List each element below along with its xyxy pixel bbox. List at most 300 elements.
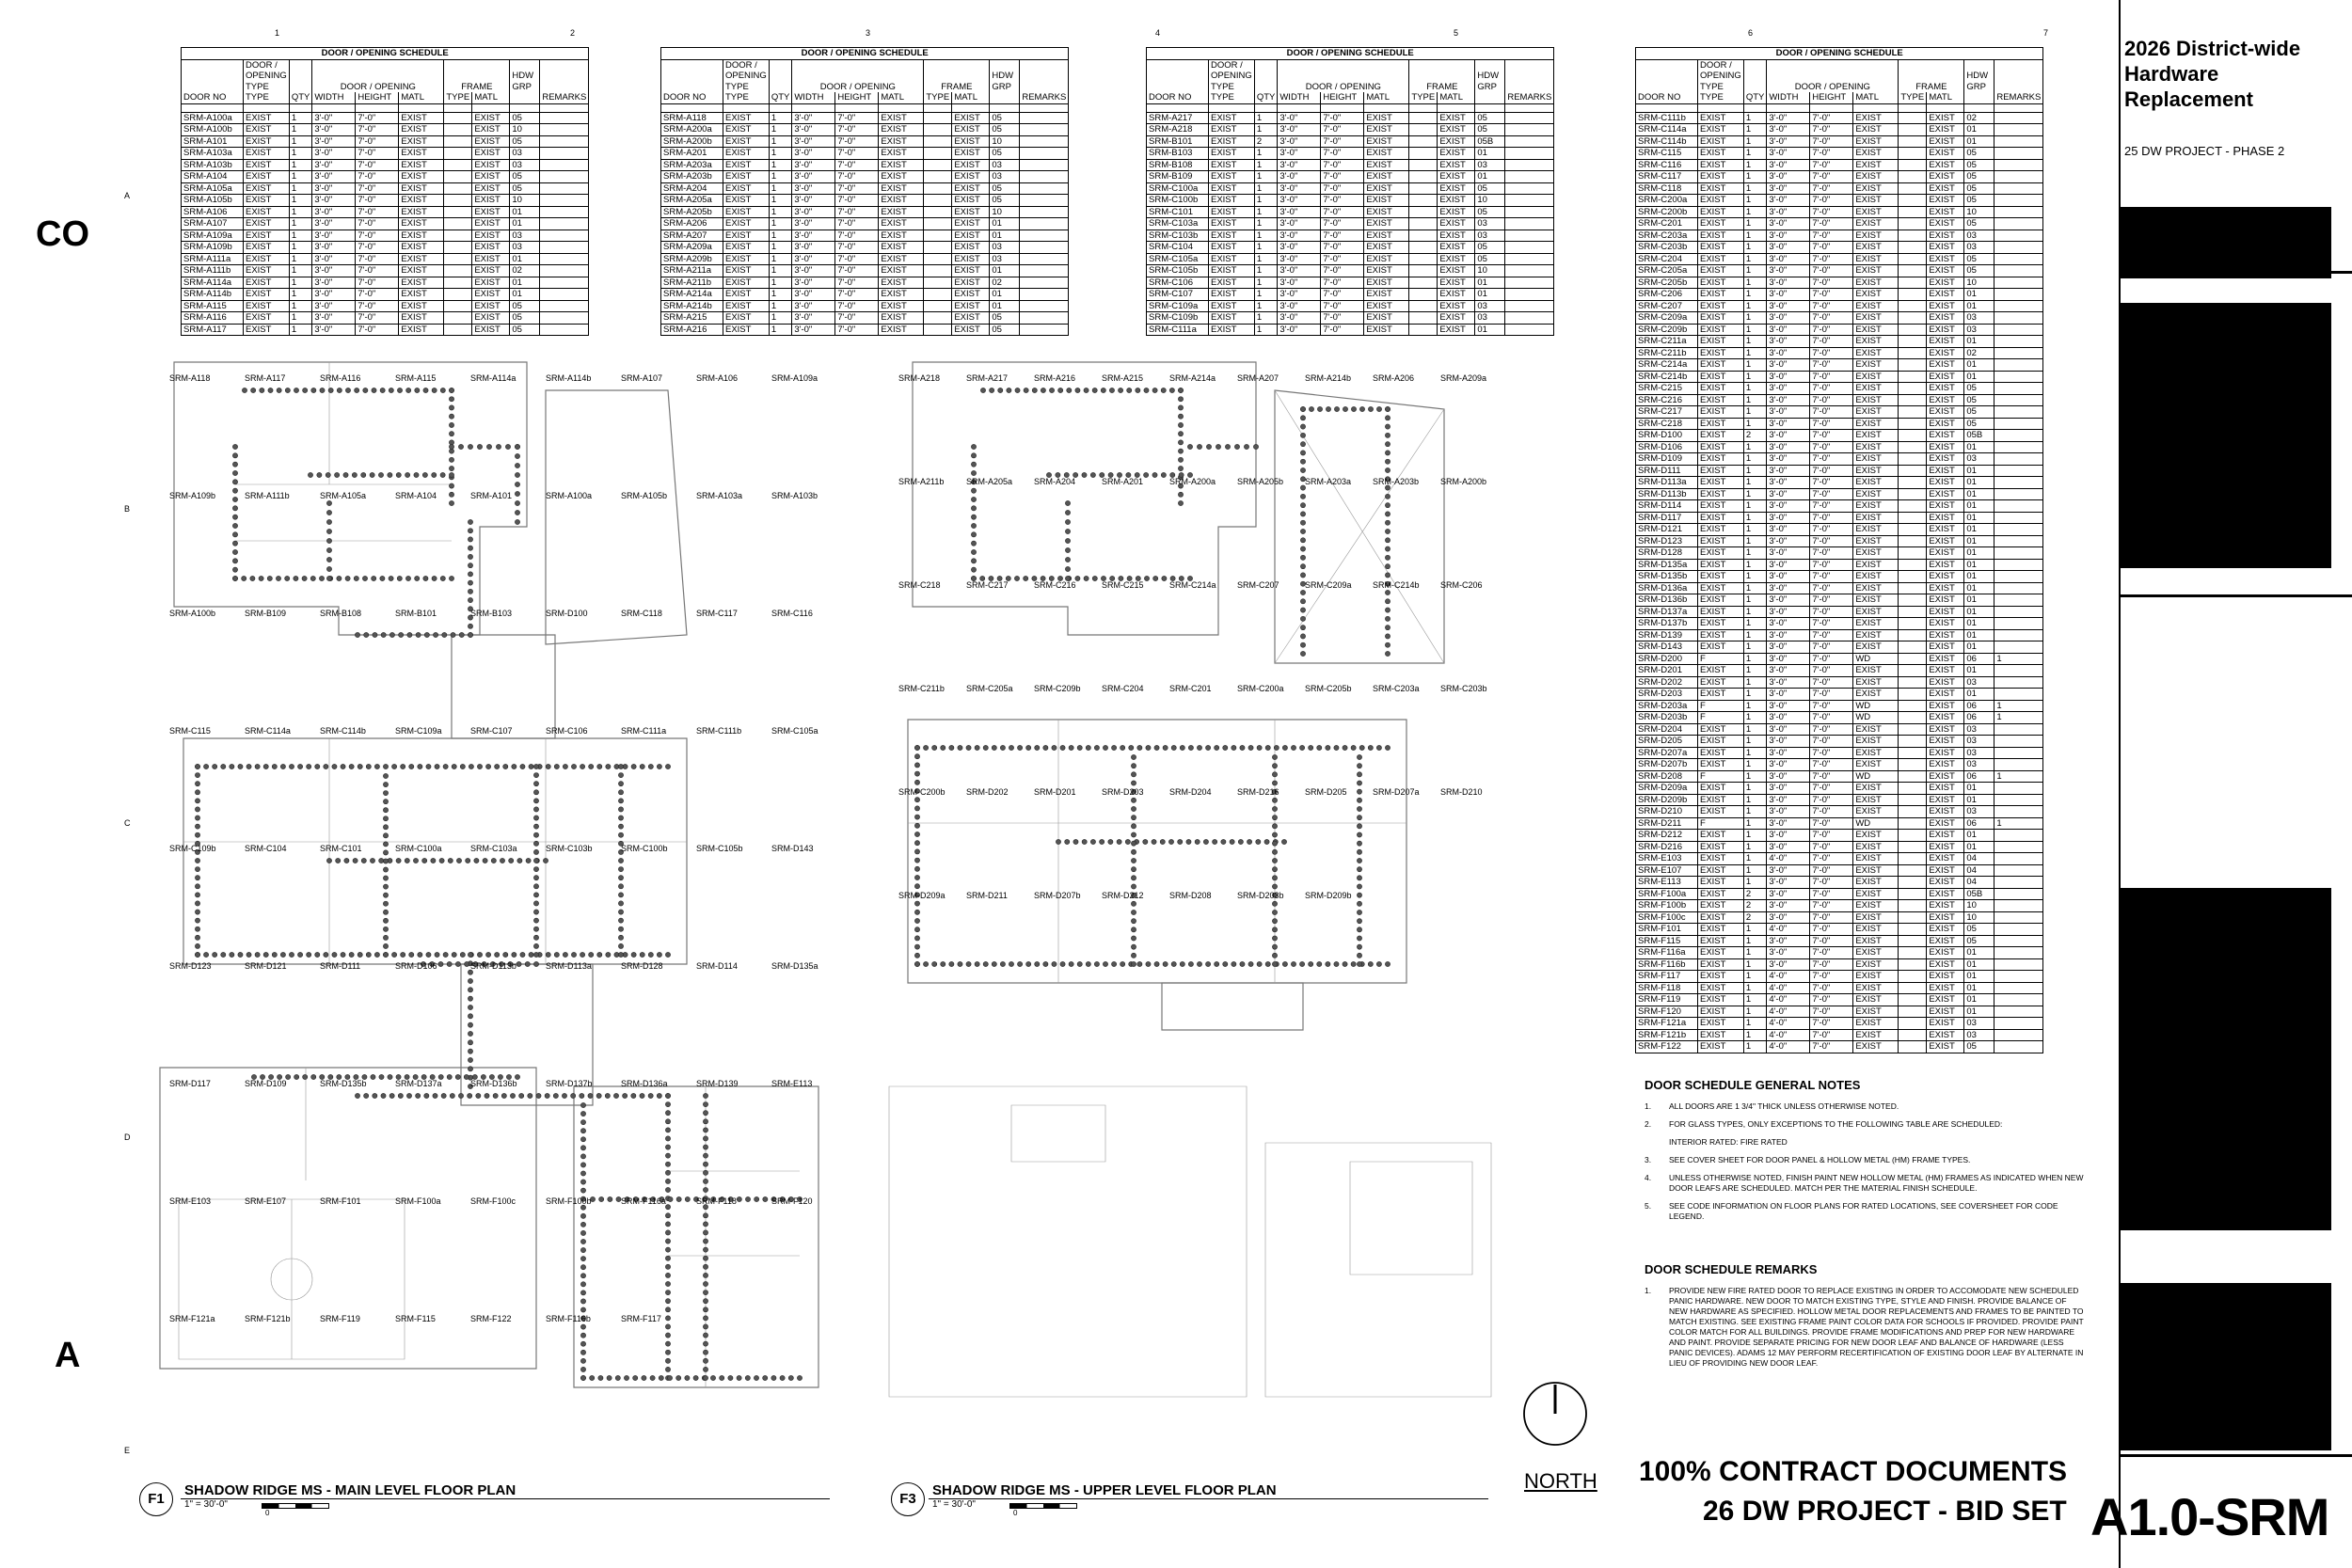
table-row xyxy=(1636,383,2043,395)
table-cell: 3'-0" xyxy=(1278,300,1321,312)
schedule-spacer-cell xyxy=(1278,103,1321,112)
hardware-route-dot xyxy=(580,1265,585,1270)
table-cell xyxy=(1994,289,2043,301)
hardware-route-dot xyxy=(326,500,331,505)
table-cell xyxy=(1899,559,1927,571)
hardware-route-dot xyxy=(1120,745,1125,750)
table-cell: SRM-D205 xyxy=(1636,736,1698,748)
table-cell: EXIST xyxy=(1927,535,1964,547)
table-cell: 3'-0" xyxy=(1278,124,1321,136)
table-cell: 7'-0" xyxy=(1810,877,1853,889)
table-row xyxy=(1636,1006,2043,1018)
table-cell: EXIST xyxy=(952,242,990,254)
table-cell: 3'-0" xyxy=(1767,559,1810,571)
hardware-route-dot xyxy=(923,961,928,966)
table-cell: 1 xyxy=(1743,747,1767,759)
general-note xyxy=(1645,1173,2087,1194)
hardware-route-dot xyxy=(195,927,199,931)
table-cell: EXIST xyxy=(1438,159,1475,171)
hardware-route-dot xyxy=(1300,626,1305,630)
table-cell xyxy=(1409,159,1438,171)
table-cell: EXIST xyxy=(723,300,770,312)
hardware-route-dot xyxy=(232,541,237,546)
table-cell: 01 xyxy=(1964,571,1994,583)
table-cell: 7'-0" xyxy=(1810,347,1853,359)
table-cell: EXIST xyxy=(1438,171,1475,183)
hardware-route-dot xyxy=(618,807,623,812)
hardware-route-dot xyxy=(1300,520,1305,525)
door-tag-label: SRM-F100a xyxy=(395,1196,441,1206)
table-cell xyxy=(1899,159,1927,171)
hardware-route-dot xyxy=(665,1239,670,1243)
table-cell: 03 xyxy=(1964,676,1994,689)
table-cell xyxy=(1994,606,2043,618)
hardware-route-dot xyxy=(949,745,954,750)
table-cell: 7'-0" xyxy=(1810,289,1853,301)
schedule-header-cell: HDW GRP xyxy=(990,59,1020,92)
table-cell: 3'-0" xyxy=(1278,148,1321,160)
table-cell xyxy=(540,242,589,254)
hardware-route-dot xyxy=(230,952,234,957)
hardware-route-dot xyxy=(337,576,342,580)
table-cell xyxy=(1994,594,2043,607)
hardware-route-dot xyxy=(447,961,452,966)
hardware-route-dot xyxy=(640,764,644,768)
table-row xyxy=(1636,606,2043,618)
table-cell xyxy=(1899,124,1927,136)
table-cell xyxy=(1409,112,1438,124)
table-cell: EXIST xyxy=(1698,559,1744,571)
table-cell: 3'-0" xyxy=(312,289,356,301)
schedule-spacer-cell xyxy=(510,103,540,112)
hardware-route-dot xyxy=(515,491,519,496)
hardware-route-dot xyxy=(958,961,962,966)
table-cell: 7'-0" xyxy=(1321,324,1364,336)
hardware-route-dot xyxy=(468,546,472,550)
door-tag-label: SRM-C209a xyxy=(1305,580,1352,590)
table-cell: SRM-A215 xyxy=(661,312,723,325)
hardware-route-dot xyxy=(966,745,971,750)
table-cell: 1 xyxy=(1254,230,1278,242)
table-cell: EXIST xyxy=(1698,182,1744,195)
hardware-route-dot xyxy=(383,867,388,872)
hardware-route-dot xyxy=(1069,745,1073,750)
hardware-route-dot xyxy=(1077,961,1082,966)
table-cell xyxy=(1899,477,1927,489)
hardware-route-dot xyxy=(337,388,342,392)
hardware-route-dot xyxy=(533,816,538,820)
table-cell xyxy=(924,300,952,312)
door-tag-label: SRM-D109 xyxy=(245,1079,287,1088)
door-tag-label: SRM-C114b xyxy=(320,726,366,736)
hardware-route-dot xyxy=(255,764,260,768)
table-cell: EXIST xyxy=(1927,911,1964,924)
hardware-route-dot xyxy=(1385,538,1390,543)
hardware-route-dot xyxy=(285,576,290,580)
table-cell: 06 xyxy=(1964,700,1994,712)
table-cell: 1 xyxy=(1743,947,1767,959)
hardware-route-dot xyxy=(1385,494,1390,499)
hardware-route-dot xyxy=(1162,576,1167,580)
schedule-spacer-cell xyxy=(1810,103,1853,112)
hardware-route-dot xyxy=(1086,745,1090,750)
hardware-route-dot xyxy=(1131,961,1136,966)
hardware-route-dot xyxy=(1272,754,1277,759)
hardware-route-dot xyxy=(383,918,388,923)
door-tag-label: SRM-D207a xyxy=(1373,787,1420,797)
table-cell: SRM-D135a xyxy=(1636,559,1698,571)
table-cell: 7'-0" xyxy=(1321,218,1364,230)
hardware-route-dot xyxy=(546,764,550,768)
door-tag-label: SRM-D123 xyxy=(169,961,212,971)
hardware-route-dot xyxy=(1257,961,1262,966)
table-cell: EXIST xyxy=(1853,242,1899,254)
table-cell xyxy=(1994,947,2043,959)
hardware-route-dot xyxy=(195,910,199,914)
schedule-spacer-cell xyxy=(1927,103,1964,112)
table-row xyxy=(1636,853,2043,865)
table-cell: 4'-0" xyxy=(1767,971,1810,983)
table-cell: 05 xyxy=(1475,253,1505,265)
table-cell: 10 xyxy=(990,135,1020,148)
hardware-route-dot xyxy=(232,444,237,449)
table-cell: SRM-C109b xyxy=(1147,312,1209,325)
table-cell: SRM-A200b xyxy=(661,135,723,148)
table-cell: EXIST xyxy=(1698,900,1744,912)
table-cell xyxy=(1020,182,1069,195)
table-row xyxy=(1636,689,2043,701)
hardware-route-dot xyxy=(1272,849,1277,854)
table-cell: EXIST xyxy=(1927,924,1964,936)
table-cell: 1 xyxy=(769,159,792,171)
table-cell xyxy=(1994,453,2043,466)
table-cell xyxy=(1409,195,1438,207)
table-cell xyxy=(1505,312,1554,325)
hardware-route-dot xyxy=(450,1093,454,1098)
hardware-route-dot xyxy=(1144,388,1149,392)
hardware-route-dot xyxy=(618,772,623,777)
table-cell: 3'-0" xyxy=(1278,206,1321,218)
hardware-route-dot xyxy=(618,876,623,880)
hardware-route-dot xyxy=(383,808,388,813)
hardware-route-dot xyxy=(515,453,519,458)
table-cell xyxy=(924,195,952,207)
table-cell xyxy=(1899,324,1927,336)
hardware-route-dot xyxy=(364,1093,369,1098)
table-cell: EXIST xyxy=(399,324,444,336)
hardware-route-dot xyxy=(493,1093,498,1098)
table-cell: EXIST xyxy=(472,265,510,277)
table-cell: 3'-0" xyxy=(792,195,835,207)
hardware-route-dot xyxy=(1086,961,1090,966)
hardware-route-dot xyxy=(1385,433,1390,437)
table-cell: 04 xyxy=(1964,864,1994,877)
hardware-route-dot xyxy=(308,472,312,477)
hardware-route-dot xyxy=(1351,961,1356,966)
hardware-route-dot xyxy=(1300,467,1305,472)
table-cell: EXIST xyxy=(1927,582,1964,594)
table-cell: 7'-0" xyxy=(1810,112,1853,124)
table-cell xyxy=(444,277,472,289)
schedule-header-cell: MATL xyxy=(1927,92,1964,103)
table-cell xyxy=(1899,935,1927,947)
hardware-route-dot xyxy=(326,519,331,524)
table-cell: EXIST xyxy=(1698,641,1744,654)
table-cell: EXIST xyxy=(1927,665,1964,677)
hardware-route-dot xyxy=(1385,642,1390,647)
hardware-route-dot xyxy=(383,790,388,795)
hardware-route-dot xyxy=(665,1153,670,1158)
table-cell: 3'-0" xyxy=(1767,571,1810,583)
hardware-route-dot xyxy=(448,858,453,863)
hardware-route-dot xyxy=(1060,961,1065,966)
table-cell xyxy=(1899,418,1927,430)
table-cell: 05 xyxy=(1964,383,1994,395)
table-cell xyxy=(1994,736,2043,748)
table-row xyxy=(1636,206,2043,218)
note-number: 2. xyxy=(1645,1119,1652,1129)
table-cell xyxy=(1994,1006,2043,1018)
hardware-route-dot xyxy=(703,1101,707,1106)
hardware-route-dot xyxy=(232,453,237,458)
hardware-route-dot xyxy=(401,952,405,957)
schedule-header-cell: HEIGHT xyxy=(835,92,879,103)
table-cell: 1 xyxy=(1743,700,1767,712)
table-cell: EXIST xyxy=(879,312,924,325)
table-cell: 1 xyxy=(769,265,792,277)
schedule-header-cell: HEIGHT xyxy=(356,92,399,103)
hardware-route-dot xyxy=(1109,388,1114,392)
table-cell: 3'-0" xyxy=(792,324,835,336)
hardware-route-dot xyxy=(533,876,538,880)
hardware-route-dot xyxy=(606,952,611,957)
table-cell: 01 xyxy=(1964,841,1994,853)
hardware-route-dot xyxy=(319,576,324,580)
north-arrow-icon xyxy=(1520,1379,1590,1454)
door-tag-label: SRM-C205b xyxy=(1305,684,1352,693)
schedule-spacer-cell xyxy=(1636,103,1698,112)
table-row xyxy=(1636,747,2043,759)
hardware-route-dot xyxy=(703,1187,707,1192)
table-cell: SRM-D208 xyxy=(1636,770,1698,783)
project-title: 2026 District-wide Hardware Replacement xyxy=(2124,37,2301,111)
schedule-spacer-cell xyxy=(1321,103,1364,112)
hardware-route-dot xyxy=(763,1375,768,1380)
hardware-route-dot xyxy=(737,1196,741,1201)
hardware-route-dot xyxy=(1024,388,1028,392)
hardware-route-dot xyxy=(1131,849,1136,854)
table-cell: 3'-0" xyxy=(1767,689,1810,701)
table-row xyxy=(182,242,589,254)
hardware-route-dot xyxy=(703,1136,707,1141)
hardware-route-dot xyxy=(232,549,237,554)
table-cell: EXIST xyxy=(1698,206,1744,218)
hardware-route-dot xyxy=(383,764,388,768)
table-row xyxy=(1636,347,2043,359)
door-tag-label: SRM-A217 xyxy=(966,373,1009,383)
table-cell: EXIST xyxy=(1698,135,1744,148)
table-cell xyxy=(1994,618,2043,630)
table-cell: EXIST xyxy=(1438,289,1475,301)
table-cell: 1 xyxy=(1743,559,1767,571)
hardware-route-dot xyxy=(665,1136,670,1141)
table-cell: EXIST xyxy=(1853,676,1899,689)
hardware-route-dot xyxy=(665,1222,670,1227)
plan-tag-f1: F1 xyxy=(139,1482,173,1516)
table-cell: 7'-0" xyxy=(1810,359,1853,372)
table-cell xyxy=(1994,958,2043,971)
table-row xyxy=(1147,242,1554,254)
hardware-route-dot xyxy=(1163,745,1168,750)
hardware-route-dot xyxy=(1248,961,1253,966)
hardware-route-dot xyxy=(754,1375,758,1380)
table-cell: EXIST xyxy=(1853,559,1899,571)
table-row xyxy=(1636,982,2043,994)
hardware-route-dot xyxy=(640,1093,644,1098)
table-cell: EXIST xyxy=(244,159,290,171)
table-cell xyxy=(1899,830,1927,842)
table-cell xyxy=(1899,383,1927,395)
hardware-route-dot xyxy=(533,807,538,812)
table-cell: 3'-0" xyxy=(1767,394,1810,406)
table-cell: 1 xyxy=(1254,148,1278,160)
table-cell: EXIST xyxy=(472,206,510,218)
hardware-route-dot xyxy=(449,405,453,410)
table-cell xyxy=(1994,195,2043,207)
table-cell: 7'-0" xyxy=(356,312,399,325)
hardware-route-dot xyxy=(618,799,623,803)
table-cell: 1 xyxy=(1254,195,1278,207)
hardware-route-dot xyxy=(1248,745,1253,750)
table-cell: 05 xyxy=(990,148,1020,160)
table-cell xyxy=(540,135,589,148)
grid-number-2: 2 xyxy=(570,28,576,38)
table-cell xyxy=(1994,465,2043,477)
table-cell: 3'-0" xyxy=(312,159,356,171)
table-cell: 1 xyxy=(1743,877,1767,889)
table-cell: SRM-A111b xyxy=(182,265,244,277)
table-cell: 03 xyxy=(990,159,1020,171)
table-cell xyxy=(1899,488,1927,500)
hardware-route-dot xyxy=(710,1375,715,1380)
hardware-route-dot xyxy=(665,1273,670,1277)
table-cell: EXIST xyxy=(1853,359,1899,372)
table-cell xyxy=(540,289,589,301)
table-cell: EXIST xyxy=(952,195,990,207)
table-cell xyxy=(540,253,589,265)
hardware-route-dot xyxy=(1131,919,1136,924)
table-cell: EXIST xyxy=(723,324,770,336)
table-cell: EXIST xyxy=(1927,864,1964,877)
table-cell: EXIST xyxy=(1438,312,1475,325)
hardware-route-dot xyxy=(328,388,333,392)
table-cell: EXIST xyxy=(879,300,924,312)
table-cell xyxy=(1899,759,1927,771)
hardware-route-dot xyxy=(599,1196,604,1201)
table-cell: 7'-0" xyxy=(1810,618,1853,630)
table-cell xyxy=(1994,830,2043,842)
hardware-route-dot xyxy=(533,849,538,854)
table-cell: 3'-0" xyxy=(1767,324,1810,336)
table-cell xyxy=(1899,817,1927,830)
table-cell: 3'-0" xyxy=(1278,242,1321,254)
door-tag-label: SRM-C204 xyxy=(1102,684,1144,693)
table-cell xyxy=(1899,148,1927,160)
table-cell: SRM-D117 xyxy=(1636,512,1698,524)
schedule-spacer-cell xyxy=(1209,103,1255,112)
hardware-route-dot xyxy=(383,910,388,914)
table-cell: EXIST xyxy=(244,195,290,207)
door-tag-label: SRM-A107 xyxy=(621,373,663,383)
table-cell: 7'-0" xyxy=(356,206,399,218)
table-cell: 7'-0" xyxy=(1810,629,1853,641)
door-tag-label: SRM-A203b xyxy=(1373,477,1420,486)
table-cell: EXIST xyxy=(952,112,990,124)
table-cell: EXIST xyxy=(1853,947,1899,959)
table-cell: EXIST xyxy=(1853,336,1899,348)
hardware-route-dot xyxy=(1178,405,1183,410)
hardware-route-dot xyxy=(1160,839,1165,844)
table-cell xyxy=(540,159,589,171)
table-cell: 1 xyxy=(289,265,312,277)
table-row xyxy=(1636,888,2043,900)
table-cell: 1 xyxy=(1743,1041,1767,1053)
table-row xyxy=(1636,230,2043,242)
hardware-route-dot xyxy=(1272,953,1277,958)
hardware-route-dot xyxy=(468,978,472,983)
table-cell: EXIST xyxy=(1927,888,1964,900)
table-cell: 7'-0" xyxy=(356,171,399,183)
hardware-route-dot xyxy=(391,764,396,768)
hardware-route-dot xyxy=(1368,961,1373,966)
table-cell: 7'-0" xyxy=(1810,982,1853,994)
table-cell: EXIST xyxy=(1698,841,1744,853)
table-row xyxy=(1636,700,2043,712)
table-cell: 1 xyxy=(1743,441,1767,453)
hardware-route-dot xyxy=(372,576,376,580)
hardware-route-dot xyxy=(310,576,315,580)
general-notes-title: DOOR SCHEDULE GENERAL NOTES xyxy=(1645,1078,1861,1092)
table-row xyxy=(1636,182,2043,195)
schedule-header-cell: QTY xyxy=(1743,92,1767,103)
hardware-route-dot xyxy=(1131,927,1136,932)
table-cell: SRM-F120 xyxy=(1636,1006,1698,1018)
table-cell: 01 xyxy=(510,218,540,230)
hardware-route-dot xyxy=(195,799,199,803)
hardware-route-dot xyxy=(1299,745,1304,750)
plan-scale-main: 1" = 30'-0" xyxy=(184,1499,228,1510)
table-cell: EXIST xyxy=(1927,712,1964,724)
table-row xyxy=(1636,171,2043,183)
hardware-route-dot xyxy=(1385,503,1390,508)
door-tag-label: SRM-A204 xyxy=(1034,477,1076,486)
plan-tag-f3: F3 xyxy=(891,1482,925,1516)
table-cell: 1 xyxy=(769,135,792,148)
table-cell: SRM-D202 xyxy=(1636,676,1698,689)
table-cell: 01 xyxy=(1964,512,1994,524)
table-cell: EXIST xyxy=(1927,430,1964,442)
hardware-route-dot xyxy=(529,764,533,768)
table-cell: EXIST xyxy=(1853,394,1899,406)
table-cell xyxy=(924,277,952,289)
hardware-route-dot xyxy=(1131,824,1136,829)
hardware-route-dot xyxy=(379,858,384,863)
schedule-remarks-title: DOOR SCHEDULE REMARKS xyxy=(1645,1262,1818,1276)
hardware-route-dot xyxy=(1043,745,1048,750)
table-cell: 7'-0" xyxy=(1810,971,1853,983)
hardware-route-dot xyxy=(1014,576,1019,580)
table-cell: EXIST xyxy=(1698,148,1744,160)
